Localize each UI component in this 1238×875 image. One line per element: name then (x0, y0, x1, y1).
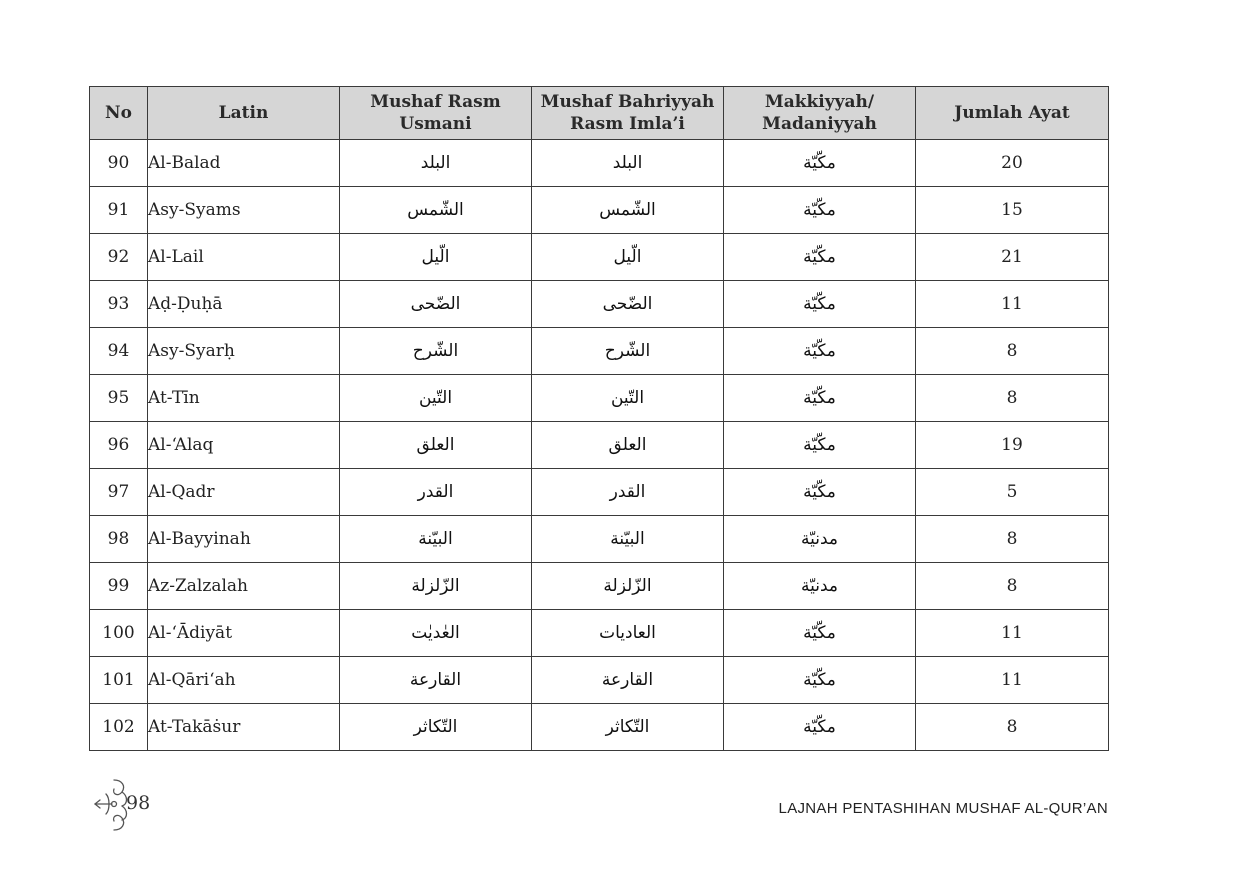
header-no: No (90, 87, 148, 140)
cell-rasm-usmani: القارعة (340, 657, 532, 704)
header-makkiyyah (724, 87, 916, 140)
cell-rasm-bahriyyah: القارعة (532, 657, 724, 704)
cell-latin: Az-Zalzalah (148, 563, 340, 610)
cell-jumlah-ayat: 8 (916, 704, 1109, 751)
cell-jumlah-ayat: 8 (916, 563, 1109, 610)
cell-no: 91 (90, 187, 148, 234)
table-row (90, 328, 1109, 375)
header-usmani-line1: Mushaf Rasm (370, 92, 501, 112)
cell-latin: Al-‘Ādiyāt (148, 610, 340, 657)
cell-jumlah-ayat: 19 (916, 422, 1109, 469)
table-row (90, 281, 1109, 328)
cell-latin: At-Takāṡur (148, 704, 340, 751)
cell-rasm-bahriyyah: البلد (532, 140, 724, 187)
cell-jumlah-ayat: 11 (916, 657, 1109, 704)
table-row (90, 140, 1109, 187)
cell-rasm-usmani: التّين (340, 375, 532, 422)
cell-rasm-usmani: التّكاثر (340, 704, 532, 751)
cell-rasm-usmani: الّيل (340, 234, 532, 281)
cell-rasm-bahriyyah: العلق (532, 422, 724, 469)
cell-rasm-usmani: البلد (340, 140, 532, 187)
cell-no: 102 (90, 704, 148, 751)
cell-rasm-bahriyyah: القدر (532, 469, 724, 516)
cell-makkiyyah-madaniyyah: مدنيّة (724, 563, 916, 610)
cell-jumlah-ayat: 20 (916, 140, 1109, 187)
cell-jumlah-ayat: 8 (916, 516, 1109, 563)
cell-latin: At-Tīn (148, 375, 340, 422)
table-body (90, 140, 1109, 751)
cell-makkiyyah-madaniyyah: مكّيّة (724, 422, 916, 469)
cell-latin: Asy-Syarḥ (148, 328, 340, 375)
cell-latin: Al-Qadr (148, 469, 340, 516)
cell-latin: Asy-Syams (148, 187, 340, 234)
table-row (90, 516, 1109, 563)
cell-no: 99 (90, 563, 148, 610)
cell-rasm-usmani: الزّلزلة (340, 563, 532, 610)
cell-latin: Al-Balad (148, 140, 340, 187)
cell-rasm-bahriyyah: الّيل (532, 234, 724, 281)
cell-jumlah-ayat: 5 (916, 469, 1109, 516)
cell-rasm-bahriyyah: التّين (532, 375, 724, 422)
cell-makkiyyah-madaniyyah: مدنيّة (724, 516, 916, 563)
cell-no: 94 (90, 328, 148, 375)
cell-no: 100 (90, 610, 148, 657)
table-row (90, 375, 1109, 422)
header-makkiyyah-line1: Makkiyyah/ (764, 92, 875, 112)
surah-table (89, 86, 1109, 751)
cell-makkiyyah-madaniyyah: مكّيّة (724, 610, 916, 657)
cell-rasm-bahriyyah: البيّنة (532, 516, 724, 563)
header-bahriyyah (532, 87, 724, 140)
cell-rasm-usmani: الضّحى (340, 281, 532, 328)
header-makkiyyah-line2: Madaniyyah (762, 114, 877, 134)
cell-jumlah-ayat: 11 (916, 610, 1109, 657)
cell-makkiyyah-madaniyyah: مكّيّة (724, 375, 916, 422)
cell-makkiyyah-madaniyyah: مكّيّة (724, 469, 916, 516)
table-header (90, 87, 1109, 140)
cell-latin: Al-Qāri‘ah (148, 657, 340, 704)
header-row (90, 87, 1109, 140)
cell-jumlah-ayat: 8 (916, 328, 1109, 375)
publisher-footer: LAJNAH PENTASHIHAN MUSHAF AL-QUR’AN (778, 800, 1108, 817)
cell-rasm-bahriyyah: الزّلزلة (532, 563, 724, 610)
cell-latin: Al-Bayyinah (148, 516, 340, 563)
table-row (90, 234, 1109, 281)
cell-no: 97 (90, 469, 148, 516)
cell-no: 93 (90, 281, 148, 328)
cell-no: 95 (90, 375, 148, 422)
cell-rasm-usmani: العٰديٰت (340, 610, 532, 657)
cell-rasm-usmani: الشّمس (340, 187, 532, 234)
header-bahriyyah-line2: Rasm Imla’i (570, 114, 685, 134)
cell-no: 90 (90, 140, 148, 187)
cell-rasm-bahriyyah: العاديات (532, 610, 724, 657)
cell-makkiyyah-madaniyyah: مكّيّة (724, 328, 916, 375)
cell-latin: Aḍ-Ḍuḥā (148, 281, 340, 328)
cell-makkiyyah-madaniyyah: مكّيّة (724, 234, 916, 281)
cell-jumlah-ayat: 15 (916, 187, 1109, 234)
header-latin: Latin (148, 87, 340, 140)
cell-makkiyyah-madaniyyah: مكّيّة (724, 657, 916, 704)
cell-latin: Al-‘Alaq (148, 422, 340, 469)
table-row (90, 469, 1109, 516)
cell-jumlah-ayat: 11 (916, 281, 1109, 328)
cell-rasm-bahriyyah: التّكاثر (532, 704, 724, 751)
page-number: 98 (126, 792, 151, 814)
cell-latin: Al-Lail (148, 234, 340, 281)
cell-no: 96 (90, 422, 148, 469)
cell-makkiyyah-madaniyyah: مكّيّة (724, 704, 916, 751)
table-row (90, 610, 1109, 657)
cell-no: 92 (90, 234, 148, 281)
header-bahriyyah-line1: Mushaf Bahriyyah (540, 92, 715, 112)
cell-no: 101 (90, 657, 148, 704)
table-row (90, 563, 1109, 610)
table-row (90, 657, 1109, 704)
cell-rasm-bahriyyah: الشّمس (532, 187, 724, 234)
cell-jumlah-ayat: 21 (916, 234, 1109, 281)
cell-rasm-usmani: البيّنة (340, 516, 532, 563)
cell-makkiyyah-madaniyyah: مكّيّة (724, 140, 916, 187)
header-usmani (340, 87, 532, 140)
table-row (90, 704, 1109, 751)
cell-jumlah-ayat: 8 (916, 375, 1109, 422)
cell-rasm-bahriyyah: الشّرح (532, 328, 724, 375)
table-row (90, 422, 1109, 469)
cell-rasm-usmani: القدر (340, 469, 532, 516)
cell-makkiyyah-madaniyyah: مكّيّة (724, 187, 916, 234)
header-usmani-line2: Usmani (399, 114, 472, 134)
cell-no: 98 (90, 516, 148, 563)
table-row (90, 187, 1109, 234)
cell-makkiyyah-madaniyyah: مكّيّة (724, 281, 916, 328)
header-jumlah-ayat: Jumlah Ayat (916, 87, 1109, 140)
cell-rasm-usmani: الشّرح (340, 328, 532, 375)
cell-rasm-usmani: العلق (340, 422, 532, 469)
cell-rasm-bahriyyah: الضّحى (532, 281, 724, 328)
